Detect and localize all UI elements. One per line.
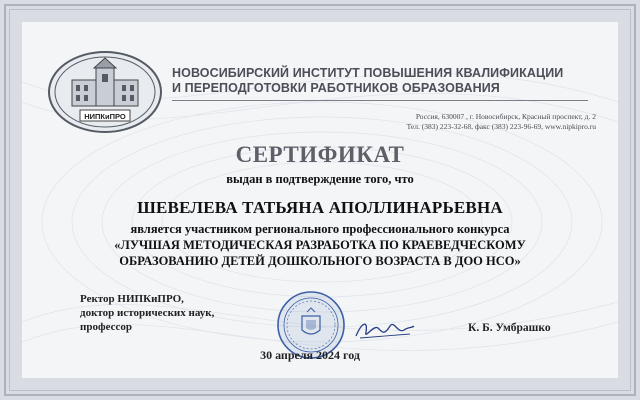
institute-name-line2: И ПЕРЕПОДГОТОВКИ РАБОТНИКОВ ОБРАЗОВАНИЯ (172, 81, 500, 95)
certificate-subtitle: выдан в подтверждение того, что (226, 172, 414, 186)
issue-date: 30 апреля 2024 год (260, 348, 360, 362)
rector-signature (352, 314, 416, 344)
address-line2: Тел. (383) 223-32-68, факс (383) 223-96-69, www.nipkipro.ru (406, 122, 596, 131)
position-line1: Ректор НИПКиПРО, (80, 293, 184, 305)
position-line3: профессор (80, 321, 132, 333)
signatory-name: К. Б. Умбрашко (468, 322, 551, 334)
certificate-title: СЕРТИФИКАТ (235, 142, 405, 167)
contest-name-line2: ОБРАЗОВАНИЮ ДЕТЕЙ ДОШКОЛЬНОГО ВОЗРАСТА В ДОО НСО» (119, 254, 521, 268)
logo-text: НИПКиПРО (84, 112, 126, 121)
address-line1: Россия, 630007 , г. Новосибирск, Красный проспект, д. 2 (415, 112, 596, 121)
contest-name-line1: «ЛУЧШАЯ МЕТОДИЧЕСКАЯ РАЗРАБОТКА ПО КРАЕВЕДЧЕСКОМУ (114, 238, 526, 252)
signatory-position (80, 292, 214, 334)
institute-name (172, 66, 592, 96)
recipient-name: ШЕВЕЛЕВА ТАТЬЯНА АПОЛЛИНАРЬЕВНА (137, 198, 503, 217)
institute-address (300, 112, 596, 132)
institute-name-line1: НОВОСИБИРСКИЙ ИНСТИТУТ ПОВЫШЕНИЯ КВАЛИФИКАЦИИ (172, 66, 564, 80)
position-line2: доктор исторических наук, (80, 307, 215, 319)
header-divider (172, 100, 588, 101)
participation-text: является участником регионального профессионального конкурса (130, 222, 510, 236)
institute-logo (46, 50, 164, 134)
